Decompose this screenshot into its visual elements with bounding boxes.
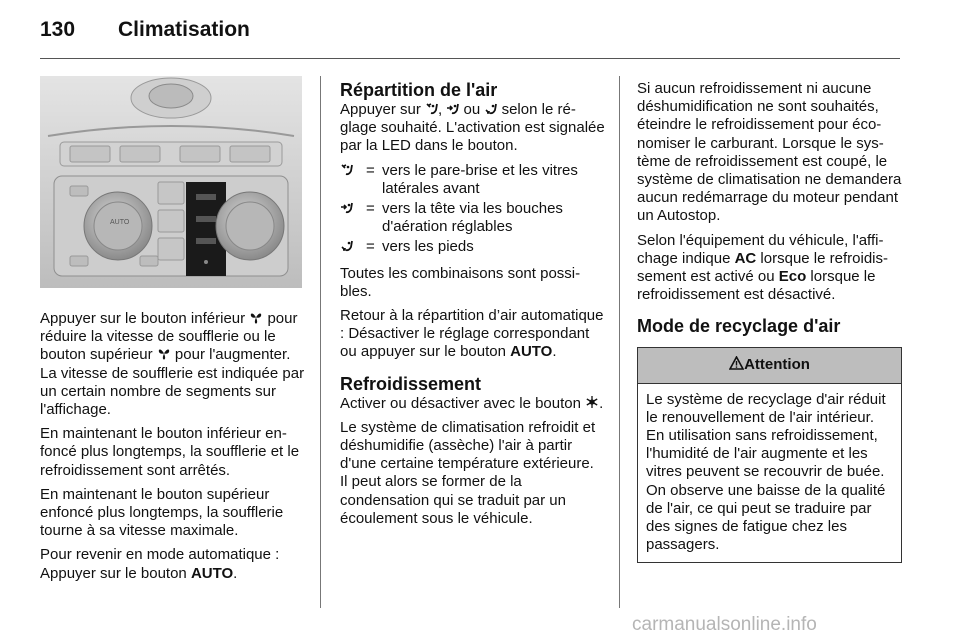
page-number: 130 xyxy=(40,18,76,41)
list-item: = vers les pieds xyxy=(340,238,605,256)
auto-label: AUTO xyxy=(510,343,553,361)
heading-air-distribution: Répartition de l'air xyxy=(340,80,498,100)
paragraph-combinations: Toutes les combinaisons sont possibles. xyxy=(340,264,581,300)
paragraph-air-intro: Appuyer sur , ou selon le réglage souhaité. L'activation est signalée par la LED dans le bouton. xyxy=(340,101,605,155)
climate-panel-photo xyxy=(40,76,302,288)
air-feet-icon[interactable] xyxy=(484,103,497,115)
paragraph-ac-system: Le système de climatisation refroidit et déshumidifie (assèche) l'air à partir d'une certaine température extérieure. Il peut alors se former de la condensation qui se traduit par un écoulement sous le véhicule. xyxy=(340,418,596,527)
column-middle xyxy=(340,80,605,534)
watermark: carmanualsonline.info xyxy=(632,614,817,635)
auto-label: AUTO xyxy=(190,564,234,582)
paragraph-auto-mode: Pour revenir en mode automatique : Appuyer sur le bouton AUTO. xyxy=(40,546,280,582)
fan-icon[interactable] xyxy=(157,347,171,360)
paragraph-fan-max: En maintenant le bouton supérieur enfoncé plus longtemps, la soufflerie tourne à sa vitesse maximale. xyxy=(40,485,284,540)
column-left xyxy=(40,310,305,589)
eco-label: Eco xyxy=(778,268,807,286)
attention-text: Le système de recyclage d'air réduit le renouvellement de l'air intérieur. En utilisation sans refroidissement, l'humidité de l'air augmente et les vitres peuvent se recouvrir de buée. On observe une baisse de la qualité de l'air, ce qui peut se traduire par des signes de fatigue chez les passagers. xyxy=(646,390,886,554)
column-right xyxy=(637,80,902,563)
page-title: Climatisation xyxy=(118,18,250,41)
paragraph-no-cooling: Si aucun refroidissement ni aucune déshumidification ne sont souhaités, éteindre le refroidissement pour économiser le carburant. Lorsque le système de refroidissement est coupé, le système de climatisation ne demandera aucun redémarrage du moteur pendant un Autostop. xyxy=(637,80,902,225)
attention-box xyxy=(637,347,902,563)
air-feet-icon xyxy=(340,240,353,252)
air-windshield-icon[interactable] xyxy=(425,103,438,115)
air-head-icon[interactable] xyxy=(446,103,459,115)
heading-cooling: Refroidissement xyxy=(340,373,482,394)
list-item: = vers le pare-brise et les vitres latérales avant xyxy=(340,162,605,198)
list-item: = vers la tête via les bouches d'aération réglables xyxy=(340,200,605,236)
heading-recirculation: Mode de recyclage d'air xyxy=(637,316,841,337)
paragraph-fan-off: En maintenant le bouton inférieur enfoncé plus longtemps, la soufflerie et le refroidissement sont arrêtés. xyxy=(40,425,300,479)
snowflake-icon[interactable] xyxy=(585,395,599,409)
header-rule xyxy=(40,58,900,59)
paragraph-fan-speed: Appuyer sur le bouton inférieur pour réduire la vitesse de soufflerie ou le bouton supérieur pour l'augmenter. La vitesse de soufflerie est indiquée par un certain nombre de segments sur l'affichage. xyxy=(40,310,305,419)
paragraph-return-auto: Retour à la répartition d’air automatique : Désactiver le réglage correspondant ou appuyer sur le bouton AUTO. xyxy=(340,307,604,361)
paragraph-cooling-intro: Activer ou désactiver avec le bouton . xyxy=(340,394,604,412)
fan-icon[interactable] xyxy=(249,311,263,324)
column-divider xyxy=(320,76,321,608)
attention-header: Attention xyxy=(638,348,901,383)
column-divider xyxy=(619,76,620,608)
air-windshield-icon xyxy=(340,164,353,176)
air-distribution-list xyxy=(340,162,605,257)
warning-triangle-icon xyxy=(729,356,744,370)
ac-label: AC xyxy=(734,249,757,267)
air-head-icon xyxy=(340,202,353,214)
auto-dial-label: AUTO xyxy=(110,219,130,226)
paragraph-display: Selon l'équipement du véhicule, l'affichage indique AC lorsque le refroidissement est activé ou Eco lorsque le refroidissement est désactivé. xyxy=(637,231,888,304)
